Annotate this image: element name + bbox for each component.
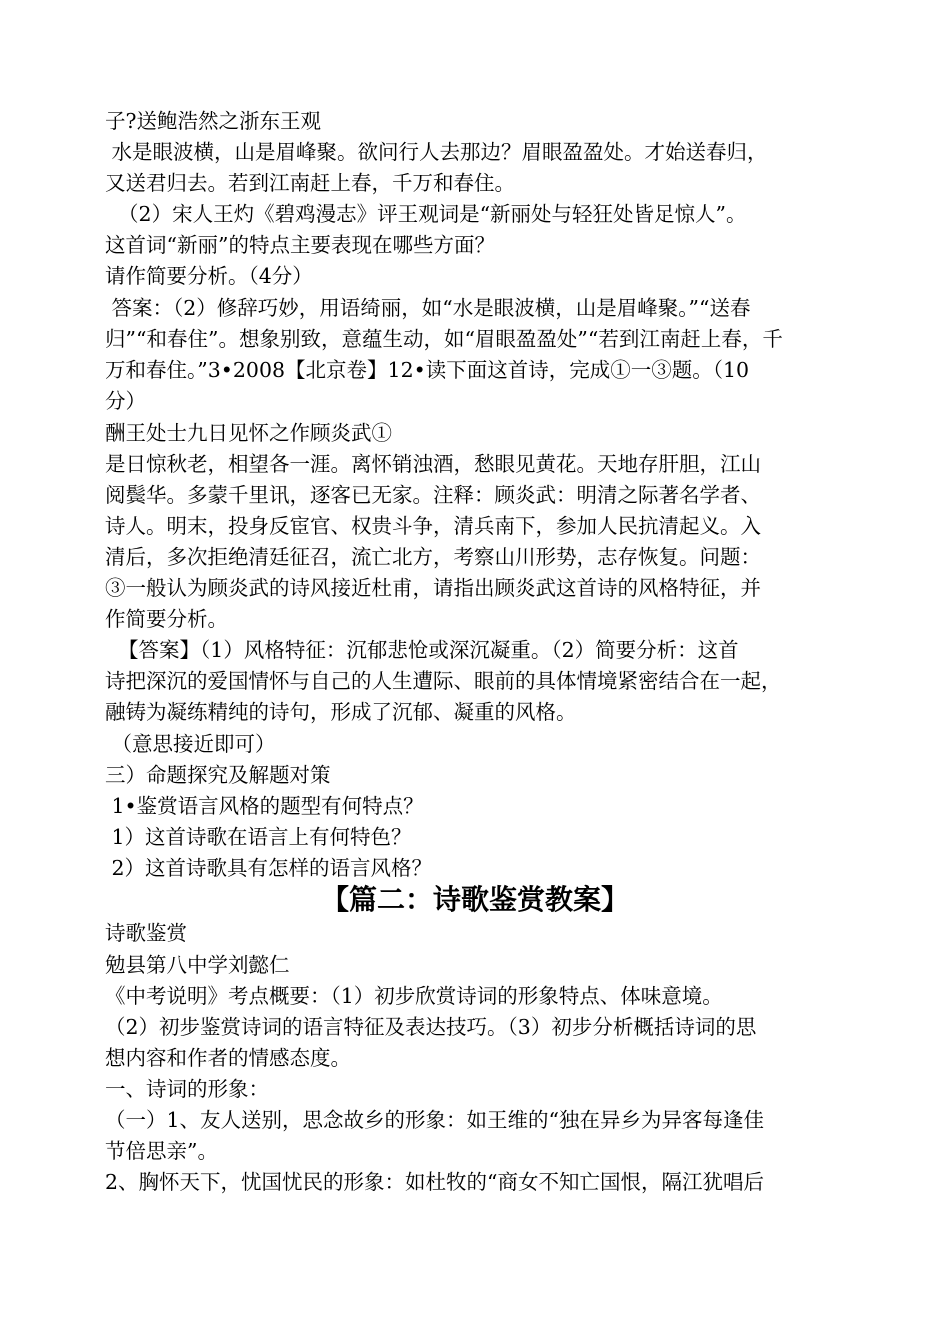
text-line: （2）初步鉴赏诗词的语言特征及表达技巧。（3）初步分析概括诗词的思: [105, 1015, 757, 1039]
text-line: 勉县第八中学刘懿仁: [105, 953, 290, 977]
text-line: 请作简要分析。（4分）: [105, 264, 313, 288]
text-line: 又送君归去。若到江南赶上春，千万和春住。: [105, 171, 515, 195]
text-line: 水是眼波横，山是眉峰聚。欲问行人去那边？眉眼盈盈处。才始送春归，: [105, 140, 768, 164]
text-line: 子?送鲍浩然之浙东王观: [105, 109, 321, 133]
text-line: 答案：（2）修辞巧妙，用语绮丽，如“水是眼波横，山是眉峰聚。”“送春: [105, 296, 751, 320]
text-line: 一、诗词的形象：: [105, 1077, 269, 1101]
text-line: 1）这首诗歌在语言上有何特色？: [105, 825, 412, 849]
text-line: 三）命题探究及解题对策: [105, 763, 331, 787]
text-line: 万和春住。”3•2008【北京卷】12•读下面这首诗，完成①一③题。（10: [105, 358, 750, 382]
text-line: 【答案】（1）风格特征：沉郁悲怆或深沉凝重。（2）简要分析：这首: [105, 638, 739, 662]
text-line: 清后，多次拒绝清廷征召，流亡北方，考察山川形势，志存恢复。问题：: [105, 545, 761, 569]
text-line: 归”“和春住”。想象别致，意蕴生动，如“眉眼盈盈处”“若到江南赶上春，千: [105, 327, 783, 351]
text-line: 1•鉴赏语言风格的题型有何特点？: [105, 794, 424, 818]
text-line: （一）1、友人送别，思念故乡的形象：如王维的“独在异乡为异客每逢佳: [105, 1108, 765, 1132]
text-line: 诗歌鉴赏: [105, 921, 187, 945]
text-line: 节倍思亲”。: [105, 1139, 218, 1163]
text-line: 酬王处士九日见怀之作顾炎武①: [105, 421, 392, 445]
text-line: 诗把深沉的爱国情怀与自己的人生遭际、眼前的具体情境紧密结合在一起，: [105, 669, 782, 693]
text-line: 是日惊秋老，相望各一涯。离怀销浊酒，愁眼见黄花。天地存肝胆，江山: [105, 452, 761, 476]
text-line: （意思接近即可）: [105, 732, 276, 756]
text-line: 作简要分析。: [105, 607, 228, 631]
text-line: 诗人。明末，投身反宦官、权贵斗争，清兵南下，参加人民抗清起义。入: [105, 514, 761, 538]
text-line: 2、胸怀天下，忧国忧民的形象：如杜牧的“商女不知亡国恨，隔江犹唱后: [105, 1170, 765, 1194]
text-line: 想内容和作者的情感态度。: [105, 1046, 351, 1070]
text-line: 分）: [105, 389, 146, 413]
text-line: ③一般认为顾炎武的诗风接近杜甫，请指出顾炎武这首诗的风格特征，并: [105, 576, 761, 600]
section-heading: 【篇二：诗歌鉴赏教案】: [320, 883, 629, 916]
text-line: （2）宋人王灼《碧鸡漫志》评王观词是“新丽处与轻狂处皆足惊人”。: [105, 202, 747, 226]
text-line: 2）这首诗歌具有怎样的语言风格？: [105, 856, 433, 880]
text-line: 这首词“新丽”的特点主要表现在哪些方面？: [105, 233, 495, 257]
text-line: 阅鬓华。多蒙千里讯，逐客已无家。注释：顾炎武：明清之际著名学者、: [105, 483, 761, 507]
text-line: 《中考说明》考点概要：（1）初步欣赏诗词的形象特点、体味意境。: [105, 984, 723, 1008]
text-line: 融铸为凝练精纯的诗句，形成了沉郁、凝重的风格。: [105, 700, 577, 724]
